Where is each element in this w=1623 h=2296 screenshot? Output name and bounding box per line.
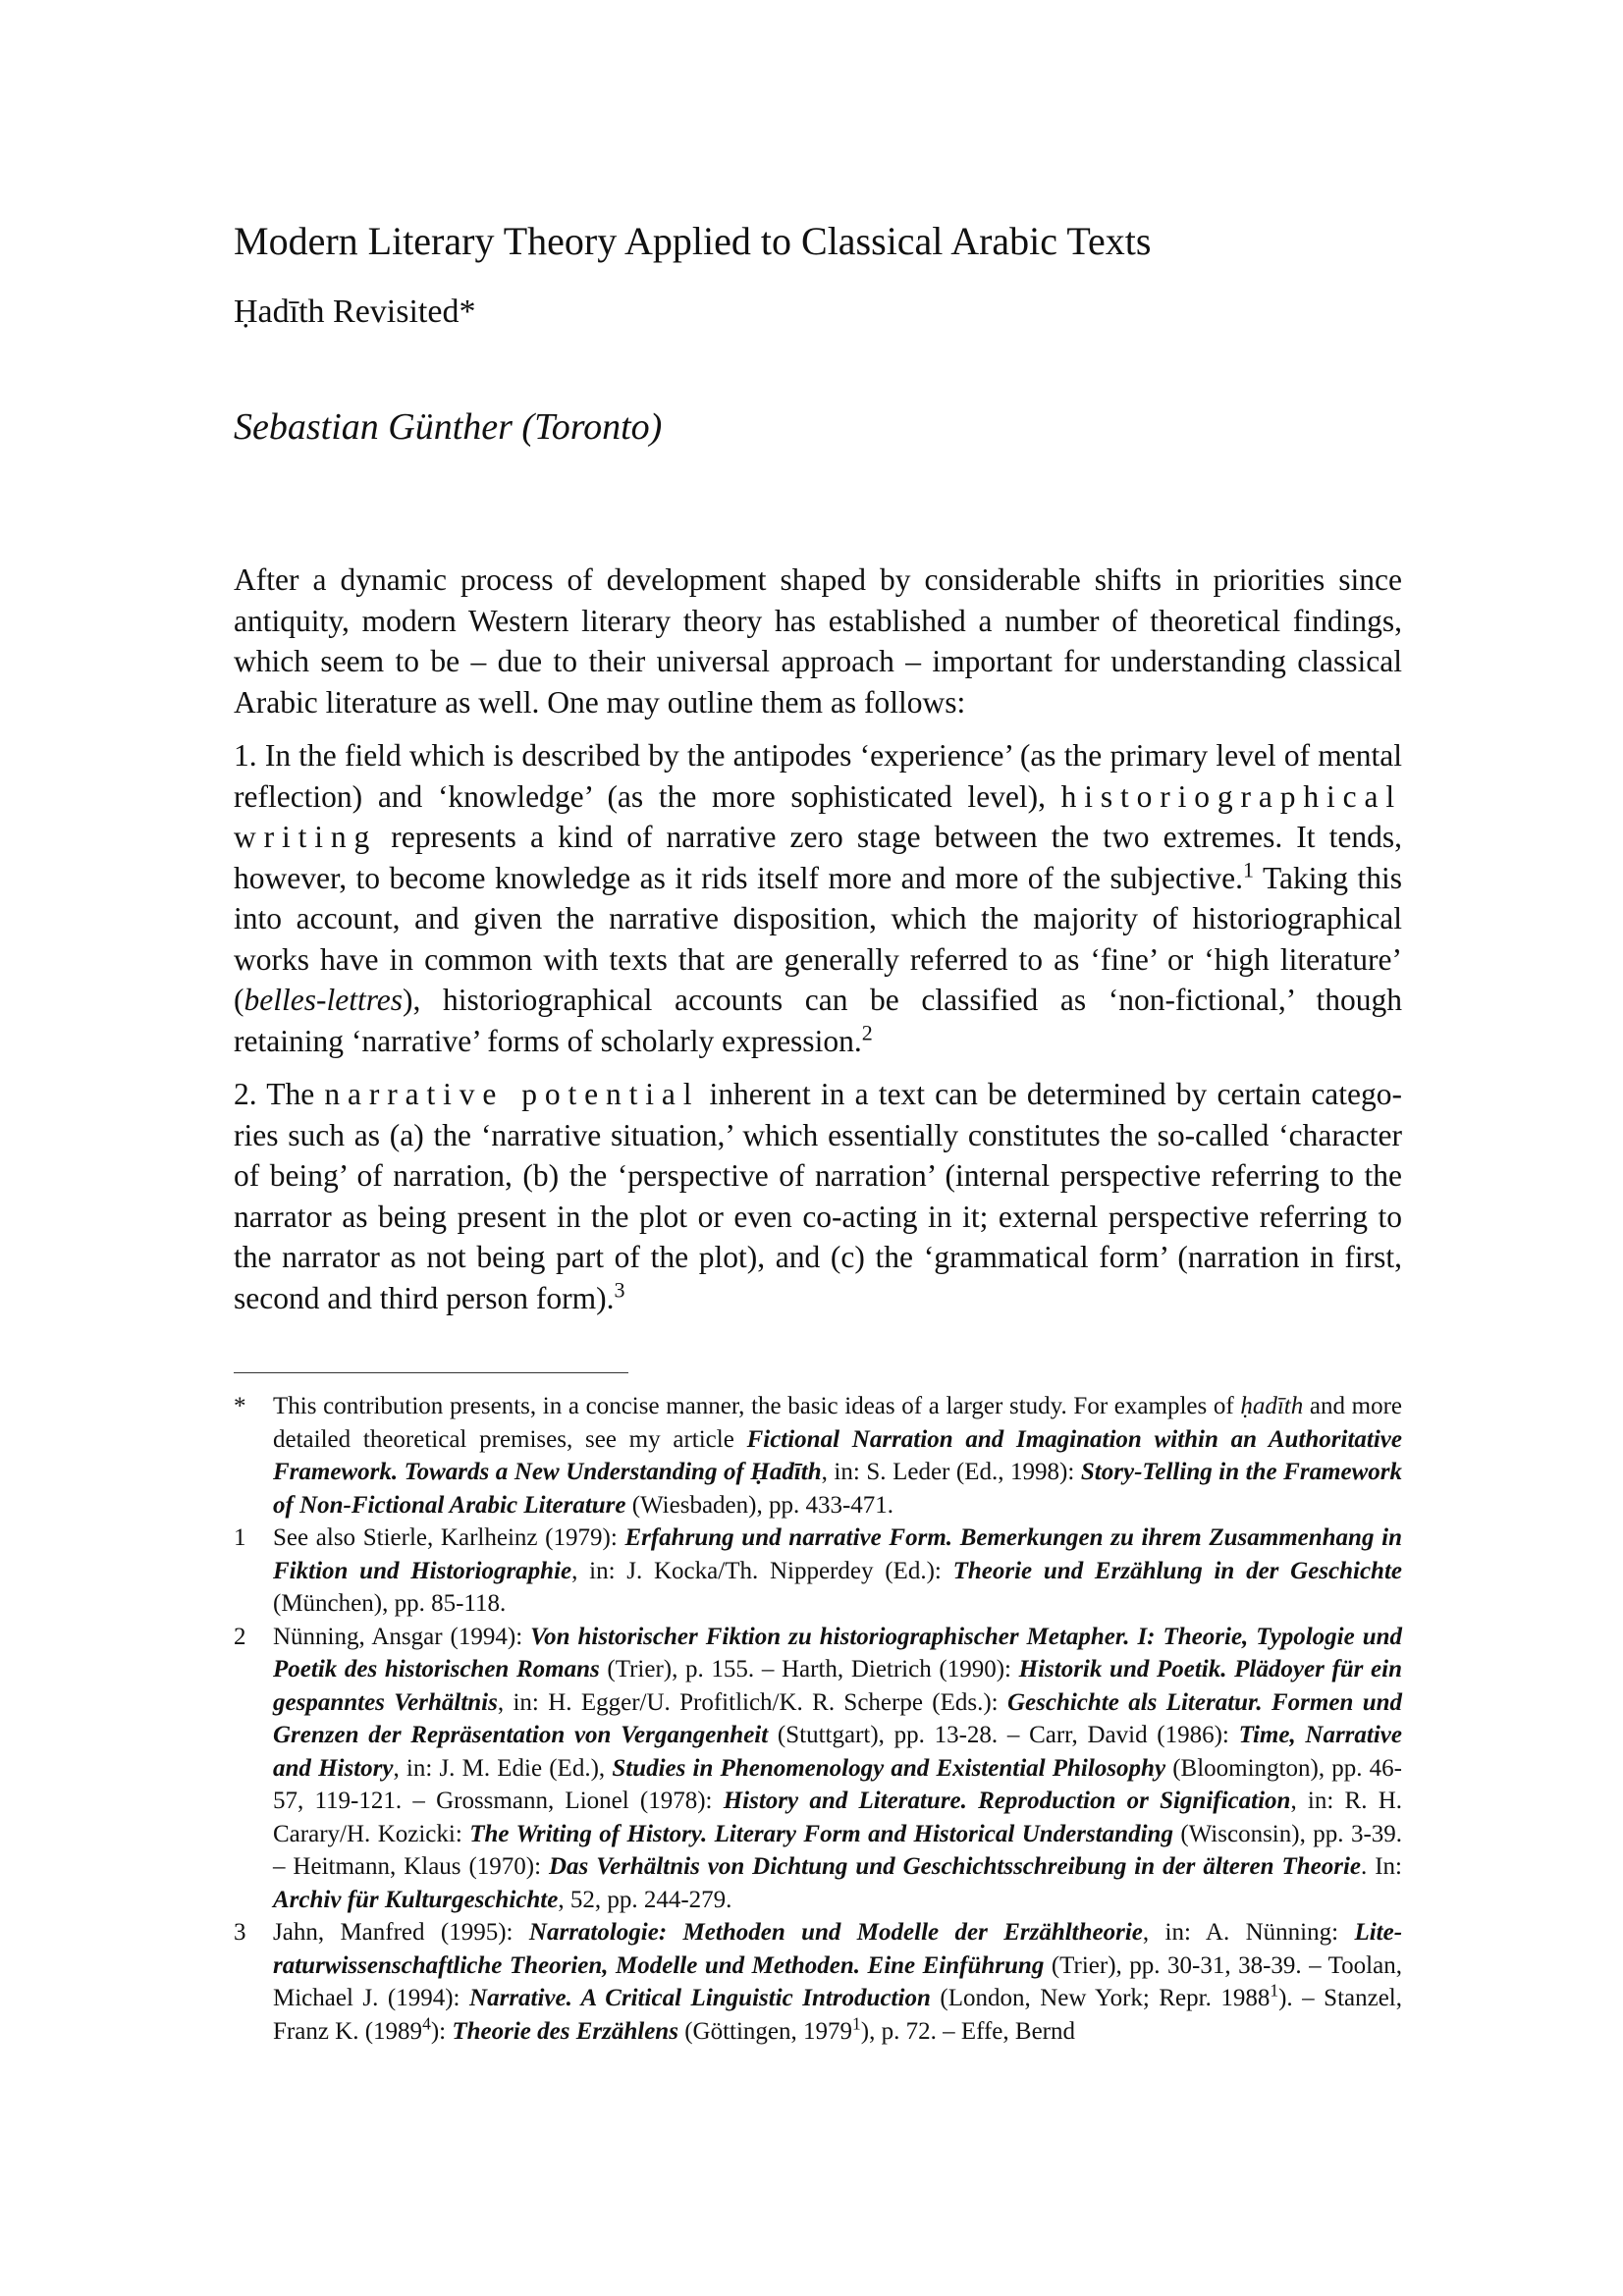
footnote-mark: * — [234, 1393, 246, 1419]
footnote-ref-1[interactable]: 1 — [1243, 857, 1255, 881]
footnote-2 — [234, 1621, 1402, 1917]
footnotes — [234, 1390, 1402, 2048]
p1-text-c: Taking this into account, and given the narrative disposition, which the majority of historiographical works have in common with texts that are generally referred to as ‘fine’ or ‘high literature’ ( — [234, 860, 1402, 1017]
footnote-ref-3[interactable]: 3 — [614, 1277, 625, 1302]
article-title: Modern Literary Theory Applied to Classical Arabic Texts — [234, 219, 1152, 263]
footnote-1 — [234, 1522, 1402, 1621]
p1-text-d: ), historiographical accounts can be classified as ‘non-fictional,’ though retaining ‘narrative’ forms of scholarly expression. — [234, 983, 1402, 1058]
footnote-mark: 2 — [234, 1623, 246, 1650]
footnote-mark: 1 — [234, 1524, 246, 1551]
footnote-star — [234, 1390, 1402, 1522]
p1-text-b: represents a kind of narrative zero stage between the two extremes. It tends, however, to become knowledge as it rids itself more and more of the subjective. — [234, 820, 1403, 895]
p1-italic-term: belles-lettres — [243, 983, 404, 1017]
footnote-text: Nünning, Ansgar (1994): Von historischer Fiktion zu historiographischer Metapher. I: Theorie, Typologie und Poetik des historischen Romans (Trier), p. 155. – Harth, Dietrich (1990): Historik und Poetik. Plädoyer für ein gespanntes Verhältnis, in: H. Egger/U. Profitlich/K. R. Scherpe (Eds.): Geschichte als Literatur. Formen und Grenzen der Repräsentation von Vergangenheit (Stuttgart), pp. 13-28. – Carr, David (1986): Time, Narrative and History, in: J. M. Edie (Ed.), Studies in Phenomenology and Existential Philosophy (Bloomington), pp. 46-57, 119-121. – Grossmann, Lionel (1978): History and Literature. Reproduction or Signification, in: R. H. Carary/H. Kozicki: The Writing of History. Literary Form and Historical Understanding (Wisconsin), pp. 3-39. – Heitmann, Klaus (1970): Das Verhältnis von Dichtung und Geschichtsschreibung in der älteren Theorie. In: Archiv für Kulturgeschichte, 52, pp. 244-279. — [273, 1623, 1403, 1913]
p2-text-b: inherent in a text can be determined by certain categories such as (a) the ‘narrative situation,’ which essentially constitutes the so-called ‘character of being’ of narration, (b) the ‘perspective of narration’ (internal perspective referring to the narrator as being present in the plot or even co-acting in it; external perspective referring to the narrator as not being part of the plot), and (c) the ‘grammatical form’ (narration in first, second and third person form). — [234, 1077, 1403, 1315]
main-text — [234, 560, 1402, 1331]
p2-spaced-term: narrative potential — [324, 1077, 700, 1111]
footnote-text: This contribution presents, in a concise manner, the basic ideas of a larger study. For examples of ḥadīth and more detailed theoretical premises, see my article Fictional Narration and Imagination within an Authoritative Framework. Towards a New Understanding of Ḥadīth, in: S. Leder (Ed., 1998): Story-Telling in the Framework of Non-Fictional Arabic Literature (Wiesbaden), pp. 433-471. — [273, 1393, 1403, 1519]
footnote-divider — [234, 1372, 628, 1373]
p2-text-a: 2. The — [234, 1077, 315, 1111]
footnote-3 — [234, 1916, 1402, 2048]
paragraph-2 — [234, 1074, 1402, 1318]
p1-text-a: 1. In the field which is described by the antipodes ‘experience’ (as the primary level of mental reflection) and ‘knowledge’ (as the more sophisticated level), — [234, 738, 1402, 814]
footnote-text: Jahn, Manfred (1995): Narratologie: Methoden und Modelle der Erzähltheorie, in: A. Nünning: Literaturwissenschaftliche Theorien, Modelle und Methoden. Eine Einführung (Trier), pp. 30-31, 38-39. – Toolan, Michael J. (1994): Narrative. A Critical Linguistic Introduction (London, New York; Repr. 1988$^1$). – Stanzel, Franz K. (1989$^4$): Theorie des Erzählens (Göttingen, 1979$^1$), p. 72. – Effe, Bernd — [273, 1919, 1403, 2045]
paragraph-1 — [234, 735, 1402, 1061]
p1-spaced-term: historiographical writing — [234, 778, 1402, 854]
article-subtitle: Ḥadīth Revisited* — [234, 294, 476, 330]
author-line: Sebastian Günther (Toronto) — [234, 406, 663, 448]
footnote-text: See also Stierle, Karlheinz (1979): Erfahrung und narrative Form. Bemerkungen zu ihrem Zusammenhang in Fiktion und Historiographie, in: J. Kocka/Th. Nipperdey (Ed.): Theorie und Erzählung in der Geschichte (München), pp. 85-118. — [273, 1524, 1403, 1617]
intro-paragraph: After a dynamic process of development shaped by considerable shifts in priorities since antiquity, modern Western literary theory has established a number of theoretical findings, which seem to be – due to their universal approach – important for understanding classical Arabic literature as well. One may outline them as follows: — [234, 562, 1402, 720]
footnote-ref-2[interactable]: 2 — [861, 1020, 873, 1044]
footnote-mark: 3 — [234, 1919, 246, 1946]
